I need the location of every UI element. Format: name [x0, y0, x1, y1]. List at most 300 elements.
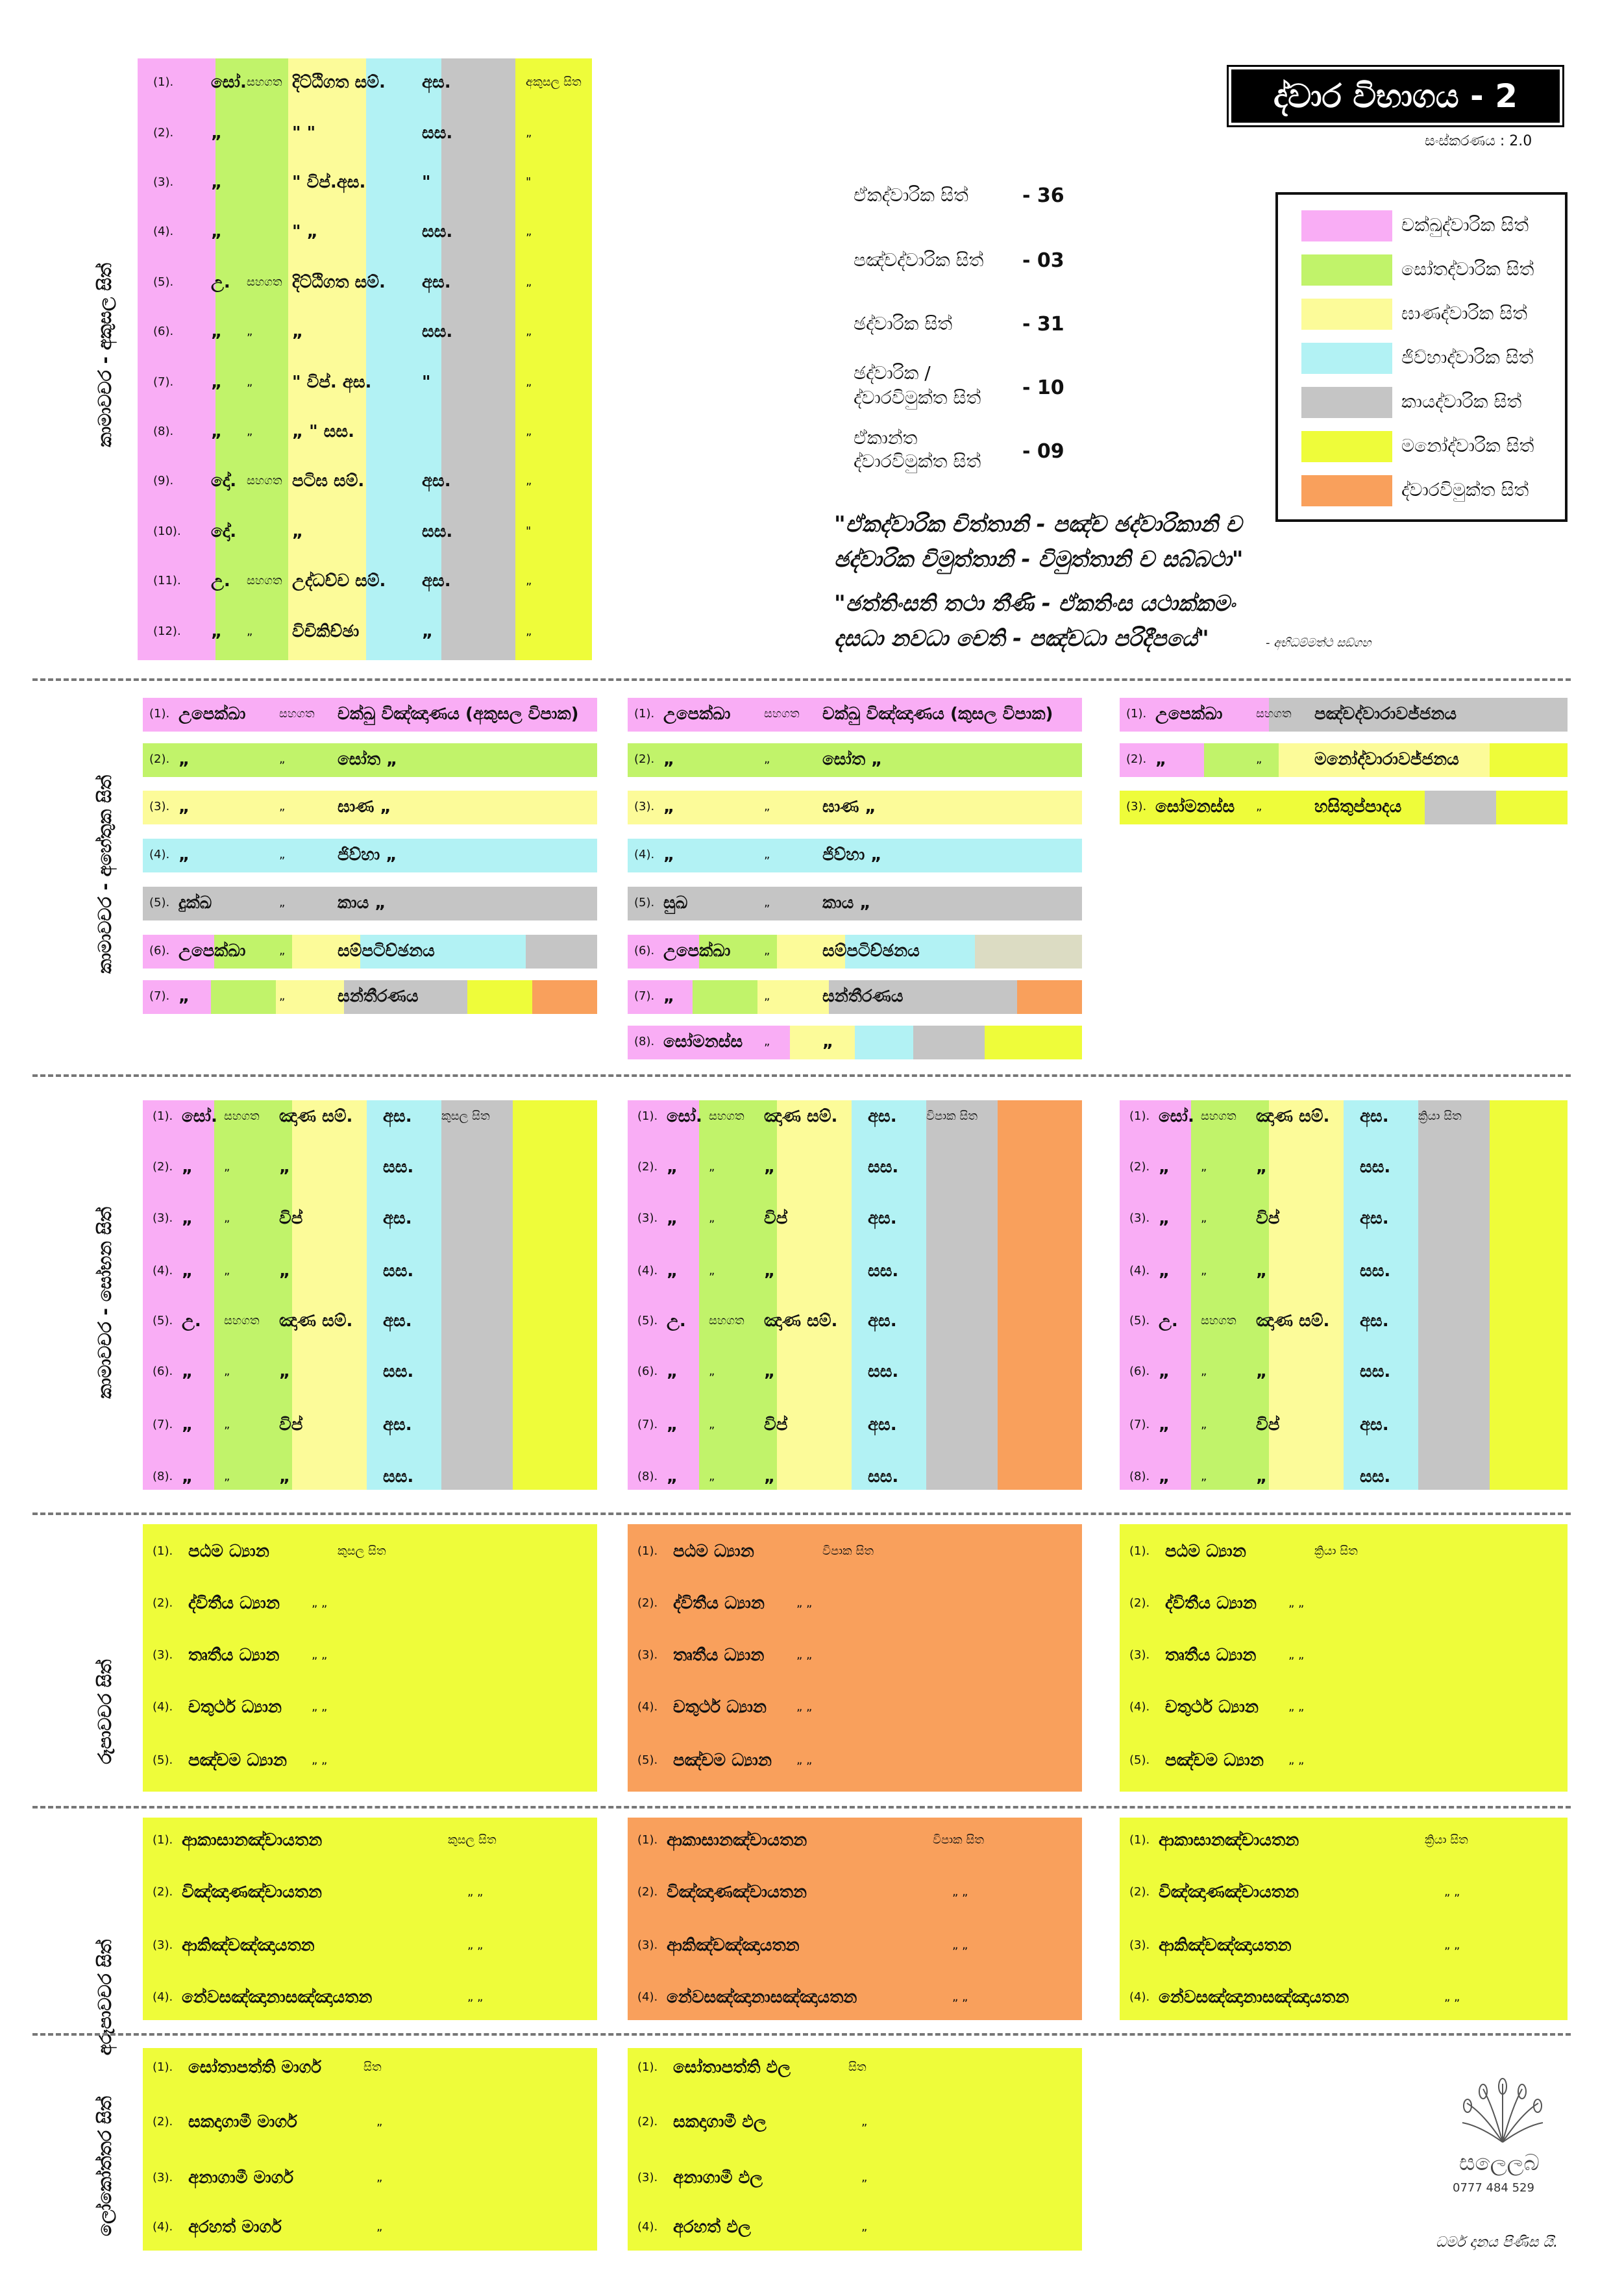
band-pink [143, 1100, 214, 1490]
row-text: පඤ්චම ධ්‍යාන [188, 1751, 287, 1770]
legend [1275, 192, 1568, 522]
row-number: (5). [637, 1753, 658, 1767]
row-number: (1). [637, 1109, 658, 1123]
row-ditto: „ „ [1288, 1753, 1305, 1767]
row-ditto: „ „ [1288, 1700, 1305, 1714]
section-label-sobhana: කාමාවචර - සෝභන සිත් [94, 1207, 116, 1399]
row-type: ක්‍රියා සිත [1418, 1109, 1462, 1123]
legend-label: ඝාණද්වාරික සිත් [1401, 302, 1527, 324]
row-text: උපෙක්ඛා [663, 941, 731, 961]
row-number: (7). [153, 1418, 173, 1431]
row-text: „ [279, 1261, 291, 1281]
row-type: කුසල සිත [448, 1833, 497, 1847]
band-pink [628, 1100, 699, 1490]
row-type: ක්‍රියා සිත [1425, 1833, 1468, 1847]
row-text: සෝ. [182, 1107, 217, 1126]
row-text: සෝ. [667, 1107, 702, 1126]
row-text: „ [764, 1467, 776, 1487]
band-cyan [366, 58, 441, 660]
row-number: (8). [637, 1470, 658, 1483]
row-type: සිත [848, 2060, 867, 2074]
row-text: සකදාගාමී ඵල [673, 2112, 767, 2132]
row-text: සස. [383, 1467, 414, 1487]
row-text: සහගත [279, 707, 315, 721]
row-number: (1). [1126, 707, 1147, 721]
row-text: „ [663, 797, 675, 817]
row-text: සෝ. [211, 73, 247, 92]
row-text: „ [182, 1261, 193, 1281]
row-ditto: „ [376, 2220, 383, 2234]
row-number: (10). [153, 525, 181, 538]
row-number: (5). [153, 275, 174, 289]
row-text: „ [1201, 1470, 1207, 1483]
stat-value: - 10 [1022, 376, 1064, 399]
row-ditto: „ „ [312, 1700, 328, 1714]
row-number: (3). [153, 1648, 173, 1662]
row-text: චක්ඛු විඤ්ඤාණය (අකුසල විපාක) [338, 704, 579, 724]
row-text: සහගත [1201, 1314, 1236, 1327]
row-number: (1). [1129, 1544, 1150, 1558]
row-text: „ [224, 1470, 230, 1483]
row-text: අනාගාමී මාර්ග [188, 2168, 294, 2188]
row-ditto: „ „ [1444, 1938, 1460, 1952]
legend-label: සෝතද්වාරික සිත් [1401, 258, 1534, 280]
row-text: සස. [422, 222, 453, 241]
row-ditto: „ [376, 2115, 383, 2129]
row-number: (1). [1129, 1833, 1150, 1847]
row-text: „ [247, 375, 253, 389]
row-text: „ [279, 848, 286, 861]
row-number: (3). [1129, 1648, 1150, 1662]
band-lyel [777, 1100, 852, 1490]
legend-swatch [1301, 299, 1392, 330]
row-text: අස. [383, 1311, 412, 1331]
title-box [1227, 65, 1564, 127]
row-number: (6). [153, 325, 174, 338]
row-text: චක්ඛු විඤ්ඤාණය (කුසල විපාක) [822, 704, 1053, 724]
row-number: (2). [1126, 752, 1147, 766]
row-ditto: „ „ [1288, 1596, 1305, 1610]
row-number: (2). [637, 1596, 658, 1610]
row-text: අස. [868, 1209, 897, 1228]
stat-value: - 09 [1022, 440, 1064, 463]
row-text: සහගත [709, 1109, 744, 1123]
row-ditto: „ „ [1444, 1990, 1460, 2004]
row-text: „ [1155, 750, 1167, 769]
row-number: (4). [637, 1264, 658, 1278]
row-text: සෝ. [1159, 1107, 1194, 1126]
row-text: „ [422, 622, 434, 641]
logo-name: සලෙලබ [1459, 2150, 1540, 2176]
row-text: උපෙක්ඛා [178, 704, 246, 724]
row-number: (2). [637, 1160, 658, 1174]
row-text: „ [764, 989, 770, 1003]
row-text: ඤාණ සම්. [1256, 1311, 1330, 1331]
section-label-rupa: රූපාවචර සිත් [94, 1659, 116, 1764]
divider [32, 678, 1571, 681]
row-text: „ [526, 375, 532, 389]
row-number: (3). [637, 1938, 658, 1952]
row-number: (7). [637, 1418, 658, 1431]
row-text: „ [1201, 1418, 1207, 1431]
row-text: ආකිඤ්චඤ්ඤායතන [182, 1936, 315, 1955]
row-text: ආකාසානඤ්චායතන [182, 1831, 323, 1850]
quote-line: "ඡත්තිංසති තථා තීණි - ඒකතිංස යථාක්කමං [834, 591, 1236, 617]
row-number: (6). [634, 944, 655, 957]
row-text: „ [1201, 1264, 1207, 1278]
row-text: „ [279, 752, 286, 766]
row-text: „ [279, 1467, 291, 1487]
row-text: අරහත් මාර්ග [188, 2217, 282, 2237]
row-text: „ [709, 1264, 715, 1278]
row-ditto: „ [376, 2171, 383, 2184]
row-text: දෝ. [211, 471, 237, 491]
stat-label: පඤ්චද්වාරික සිත් [854, 249, 984, 271]
row-text: ආකිඤ්චඤ්ඤායතන [667, 1936, 800, 1955]
logo-phone: 0777 484 529 [1453, 2181, 1534, 2195]
row-text: „ [709, 1160, 715, 1174]
row-text: විප් [279, 1415, 303, 1435]
legend-label: කායද්වාරික සිත් [1401, 391, 1522, 412]
row-text: „ [178, 987, 190, 1006]
row-number: (3). [153, 175, 174, 189]
band-yel [513, 1100, 597, 1490]
row-text: අස. [1360, 1209, 1389, 1228]
row-number: (8). [1129, 1470, 1150, 1483]
legend-swatch [1301, 475, 1392, 506]
row-text: ද්විතීය ධ්‍යාන [673, 1594, 765, 1613]
band-pink [138, 58, 215, 660]
row-text: සහගත [224, 1314, 260, 1327]
row-text: පඨම ධ්‍යාන [188, 1542, 269, 1561]
row-number: (4). [153, 225, 174, 238]
row-type: විපාක සිත [926, 1109, 978, 1123]
row-number: (3). [637, 1211, 658, 1225]
row-ditto: „ „ [796, 1700, 813, 1714]
row-number: (1). [637, 1544, 658, 1558]
row-number: (1). [634, 707, 655, 721]
row-number: (4). [1129, 1264, 1150, 1278]
row-text: " [422, 173, 431, 192]
row-text: „ " සස. [292, 422, 355, 441]
stat-value: - 36 [1022, 184, 1064, 207]
row-text: සස. [422, 322, 453, 341]
row-text: „ [178, 797, 190, 817]
row-number: (4). [153, 1990, 173, 2004]
row-text: „ [279, 989, 286, 1003]
row-number: (6). [149, 944, 170, 957]
row-text: ද්විතීය ධ්‍යාන [188, 1594, 280, 1613]
ahetuka-a-row-7-tail [467, 980, 597, 1014]
row-text: අස. [383, 1415, 412, 1435]
row-text: „ [1159, 1261, 1170, 1281]
divider [32, 1074, 1571, 1077]
row-text: „ [211, 222, 223, 241]
row-text: " [526, 175, 532, 189]
row-text: „ [663, 845, 675, 865]
row-ditto: „ „ [1288, 1648, 1305, 1662]
row-ditto: „ [861, 2171, 868, 2184]
band-orange [998, 1100, 1082, 1490]
row-text: „ [247, 325, 253, 338]
row-text: උ. [1159, 1311, 1178, 1331]
row-number: (4). [153, 2220, 173, 2234]
row-text: සම්පටිච්ඡනය [338, 941, 435, 961]
row-text: „ [211, 173, 223, 192]
row-text: ඝාණ „ [822, 797, 876, 817]
row-text: සෝත „ [338, 750, 398, 769]
row-number: (5). [637, 1314, 658, 1327]
row-ditto: „ „ [467, 1990, 484, 2004]
row-text: උ. [211, 273, 230, 292]
legend-label: ජිව්හාද්වාරික සිත් [1401, 347, 1534, 368]
row-number: (6). [637, 1364, 658, 1378]
divider [32, 1512, 1571, 1515]
row-number: (2). [634, 752, 655, 766]
row-ditto: „ „ [1444, 1885, 1460, 1899]
row-text: දිට්ඨිගත සම්. [292, 273, 386, 292]
row-number: (7). [149, 989, 170, 1003]
row-text: „ [526, 574, 532, 587]
row-text: අනාගාමී ඵල [673, 2168, 763, 2188]
row-text: සස. [868, 1261, 899, 1281]
row-text: „ [292, 322, 304, 341]
row-text: „ [1201, 1364, 1207, 1378]
row-text: ඤාණ සම්. [764, 1107, 838, 1126]
row-text: „ [667, 1362, 678, 1381]
row-text: „ [247, 425, 253, 438]
row-text: පඨම ධ්‍යාන [673, 1542, 754, 1561]
band-grey [1418, 1100, 1490, 1490]
row-text: „ [764, 1261, 776, 1281]
row-number: (2). [1129, 1160, 1150, 1174]
row-text: „ [667, 1209, 678, 1228]
row-text: සහගත [709, 1314, 744, 1327]
row-text: ඤාණ සම්. [279, 1311, 353, 1331]
band-yel [1490, 1100, 1568, 1490]
row-text: උද්ධච්ච සම්. [292, 571, 386, 591]
quote-source: - අභිධම්මත්ථ සඞ්ගහ [1266, 636, 1371, 650]
row-text: විඤ්ඤාණඤ්චායතන [1159, 1882, 1299, 1902]
row-text: „ [211, 373, 223, 392]
row-text: අස. [383, 1209, 412, 1228]
row-text: දුක්ඛ [178, 893, 212, 913]
row-text: හසිතුප්පාදය [1314, 797, 1402, 817]
row-text: සස. [868, 1362, 899, 1381]
legend-swatch [1301, 343, 1392, 374]
row-text: සස. [1360, 1467, 1391, 1487]
row-text: සහගත [247, 474, 282, 488]
row-number: (1). [637, 1833, 658, 1847]
row-number: (6). [153, 1364, 173, 1378]
row-ditto: „ „ [467, 1885, 484, 1899]
row-number: (5). [153, 1753, 173, 1767]
row-number: (3). [153, 2171, 173, 2184]
row-number: (1). [153, 1544, 173, 1558]
row-number: (4). [634, 848, 655, 861]
quote-line: ඡද්වාරික විමුත්තානි - විමුත්තානි ච සබ්බථා" [834, 547, 1244, 573]
row-text: „ [224, 1160, 230, 1174]
ahetuka-b-row-7-tail [1017, 980, 1082, 1014]
row-text: „ [709, 1418, 715, 1431]
row-number: (7). [1129, 1418, 1150, 1431]
legend-label: චක්ඛුද්වාරික සිත් [1401, 214, 1529, 236]
row-number: (11). [153, 574, 181, 587]
row-text: „ [279, 800, 286, 813]
row-text: „ [1159, 1362, 1170, 1381]
row-text: „ [279, 1362, 291, 1381]
legend-swatch [1301, 431, 1392, 462]
row-number: (2). [153, 1160, 173, 1174]
row-text: නේවසඤ්ඤානාසඤ්ඤායතන [1159, 1988, 1349, 2007]
row-text: „ [663, 987, 675, 1006]
row-text: „ [1159, 1415, 1170, 1435]
row-text: විප් [279, 1209, 303, 1228]
row-text: ඤාණ සම්. [1256, 1107, 1330, 1126]
legend-swatch [1301, 387, 1392, 418]
row-number: (3). [153, 1211, 173, 1225]
row-text: අස. [422, 571, 451, 591]
page-title: ද්වාර විභාගය - 2 [1231, 69, 1560, 123]
row-text: සම්පටිච්ඡනය [822, 941, 920, 961]
row-text: „ [178, 750, 190, 769]
row-text: „ [764, 944, 770, 957]
row-number: (4). [153, 1264, 173, 1278]
row-number: (1). [637, 2060, 658, 2074]
row-text: උපෙක්ඛා [663, 704, 731, 724]
row-text: සහගත [247, 574, 282, 587]
band-lyel [1269, 1100, 1344, 1490]
stat-label: ද්වාරවිමුක්ත සිත් [854, 451, 981, 472]
row-ditto: „ „ [796, 1648, 813, 1662]
row-text: විඤ්ඤාණඤ්චායතන [182, 1882, 323, 1902]
row-text: „ [1201, 1211, 1207, 1225]
row-text: „ [1159, 1467, 1170, 1487]
row-number: (2). [637, 1885, 658, 1899]
row-text: අස. [1360, 1107, 1389, 1126]
section-label-akusala: කාමාවචර - අකුසල සිත් [94, 263, 116, 447]
row-text: „ [211, 123, 223, 143]
row-text: „ [224, 1264, 230, 1278]
row-type: සිත [363, 2060, 382, 2074]
row-text: „ [667, 1415, 678, 1435]
row-number: (5). [1129, 1753, 1150, 1767]
row-text: දෝ. [211, 522, 237, 541]
row-text: „ [224, 1418, 230, 1431]
row-text: „ [1256, 752, 1262, 766]
row-text: „ [1256, 1157, 1268, 1177]
row-text: සන්තීරණය [338, 987, 419, 1006]
row-text: සහගත [1201, 1109, 1236, 1123]
row-ditto: „ [861, 2115, 868, 2129]
row-text: „ [526, 126, 532, 140]
row-number: (3). [153, 1938, 173, 1952]
section-label-ahetuka: කාමාවචර - අහේතුක සිත් [94, 774, 116, 974]
row-text: " [422, 373, 431, 392]
row-text: උ. [182, 1311, 201, 1331]
row-number: (5). [1129, 1314, 1150, 1327]
row-text: „ [764, 752, 770, 766]
row-text: අස. [422, 73, 451, 92]
row-ditto: „ „ [467, 1938, 484, 1952]
row-text: සහගත [247, 75, 282, 89]
row-text: සෝත „ [822, 750, 883, 769]
row-text: සස. [1360, 1157, 1391, 1177]
row-text: සහගත [764, 707, 800, 721]
row-text: „ [211, 622, 223, 641]
stat-value: - 31 [1022, 313, 1064, 336]
row-type: ක්‍රියා සිත [1314, 1544, 1358, 1558]
row-text: „ [224, 1211, 230, 1225]
row-number: (5). [149, 896, 170, 909]
row-number: (6). [1129, 1364, 1150, 1378]
row-number: (8). [153, 1470, 173, 1483]
quote-line: "ඒකද්වාරික චිත්තානි - පඤ්ච ඡද්වාරිකානි ච [834, 512, 1242, 537]
row-text: „ [1256, 1467, 1268, 1487]
row-text: අස. [868, 1311, 897, 1331]
divider [32, 1806, 1571, 1808]
row-number: (1). [153, 1109, 173, 1123]
stat-value: - 03 [1022, 249, 1064, 272]
row-text: සහගත [224, 1109, 260, 1123]
row-number: (3). [634, 800, 655, 813]
row-number: (1). [1129, 1109, 1150, 1123]
row-ditto: „ „ [312, 1648, 328, 1662]
row-number: (2). [153, 126, 174, 140]
row-text: චතුර්ථ ධ්‍යාන [188, 1697, 282, 1717]
legend-swatch [1301, 210, 1392, 241]
row-text: " „ [292, 222, 318, 241]
row-text: „ [526, 624, 532, 638]
row-text: „ [292, 522, 304, 541]
row-text: " විප්. අස. [292, 373, 372, 392]
row-number: (7). [153, 375, 174, 389]
row-text: ආකාසානඤ්චායතන [1159, 1831, 1299, 1850]
row-number: (3). [637, 1648, 658, 1662]
row-number: (2). [149, 752, 170, 766]
row-text: „ [709, 1211, 715, 1225]
row-text: පඤ්චද්වාරාවජ්ජනය [1314, 704, 1457, 724]
row-number: (1). [153, 1833, 173, 1847]
row-text: අස. [383, 1107, 412, 1126]
band-yellow [515, 58, 592, 660]
row-number: (4). [637, 1990, 658, 2004]
row-ditto: „ „ [952, 1885, 968, 1899]
row-ditto: „ „ [952, 1938, 968, 1952]
band-grey [441, 58, 515, 660]
version: සංස්කරණය : 2.0 [1425, 133, 1532, 149]
row-ditto: „ „ [312, 1596, 328, 1610]
row-text: ජිව්හා „ [338, 845, 397, 865]
stat-label: ඡද්වාරික සිත් [854, 313, 953, 334]
row-text: සෝමනස්ස [663, 1032, 743, 1052]
row-text: „ [764, 800, 770, 813]
row-ditto: „ „ [796, 1753, 813, 1767]
row-text: සෝමනස්ස [1155, 797, 1235, 817]
row-text: තෘතීය ධ්‍යාන [188, 1646, 280, 1665]
row-text: උ. [667, 1311, 686, 1331]
row-text: „ [709, 1470, 715, 1483]
row-text: චතුර්ථ ධ්‍යාන [1165, 1697, 1259, 1717]
row-text: „ [663, 750, 675, 769]
row-text: „ [667, 1157, 678, 1177]
row-text: „ [178, 845, 190, 865]
band-pink [1120, 1100, 1191, 1490]
row-text: „ [822, 1032, 834, 1052]
row-text: „ [709, 1364, 715, 1378]
row-number: (1). [153, 2060, 173, 2074]
row-text: උපෙක්ඛා [1155, 704, 1223, 724]
